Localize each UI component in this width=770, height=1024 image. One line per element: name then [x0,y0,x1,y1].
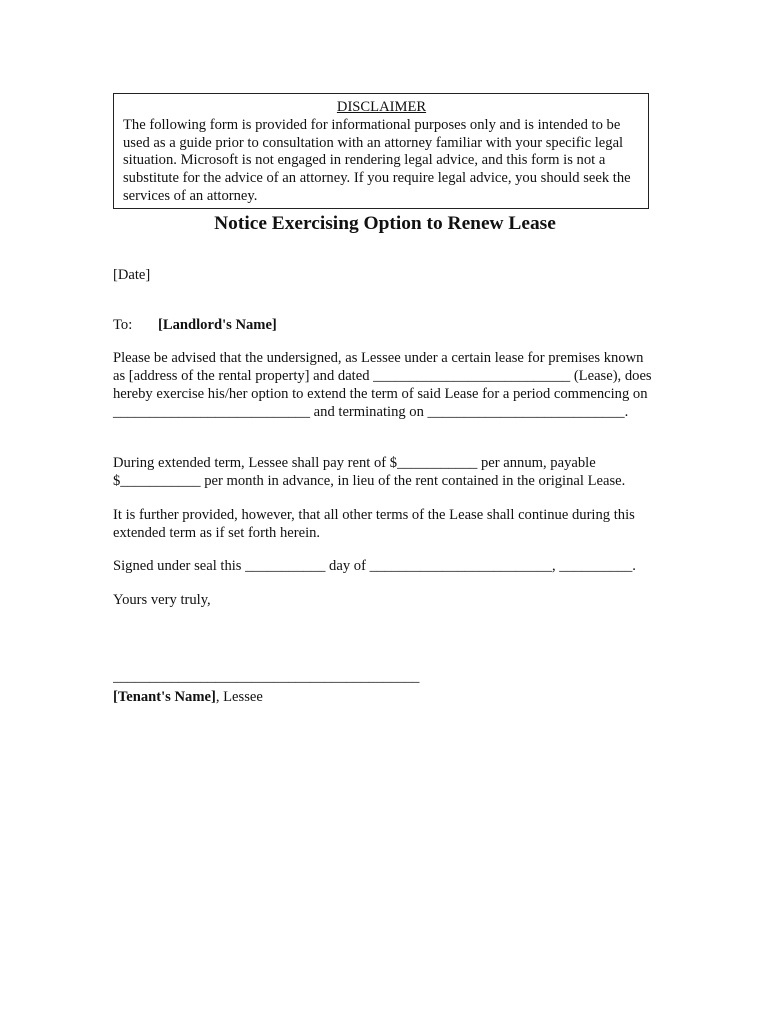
closing: Yours very truly, [113,592,211,608]
signature-line: __________________________________________ [113,669,420,685]
disclaimer-title: DISCLAIMER [336,99,427,115]
to-label: To: [113,317,133,333]
landlord-name: [Landlord's Name] [158,317,277,333]
paragraph-option-exercise: Please be advised that the undersigned, as Lessee under a certain lease for premises known as [address of the rental property] and dated ___________________________ (Lease), does hereby exercise his/her option to extend the term of said Lease for a period commencing on ___________________________ and terminating on ___________________________. [113,350,652,420]
to-line [113,316,658,334]
date-placeholder: [Date] [113,267,151,283]
tenant-name: [Tenant's Name] [113,689,216,705]
paragraph-rent: During extended term, Lessee shall pay rent of $___________ per annum, payable $___________ per month in advance, in lieu of the rent contained in the original Lease. [113,455,626,489]
disclaimer-text: The following form is provided for informational purposes only and is intended to be used as a guide prior to consultation with an attorney familiar with your specific legal situation. Microsoft is not engaged in rendering legal advice, and this form is not a substitute for the advice of an attorney. If you require legal advice, you should seek the services of an attorney. [123,116,631,204]
tenant-role: , Lessee [215,689,263,705]
document-title: Notice Exercising Option to Renew Lease [214,213,556,234]
disclaimer-box [113,93,649,209]
tenant-signature [113,688,658,706]
paragraph-signed: Signed under seal this ___________ day of _________________________, __________. [113,558,636,574]
paragraph-terms: It is further provided, however, that all other terms of the Lease shall continue during this extended term as if set forth herein. [113,507,635,541]
